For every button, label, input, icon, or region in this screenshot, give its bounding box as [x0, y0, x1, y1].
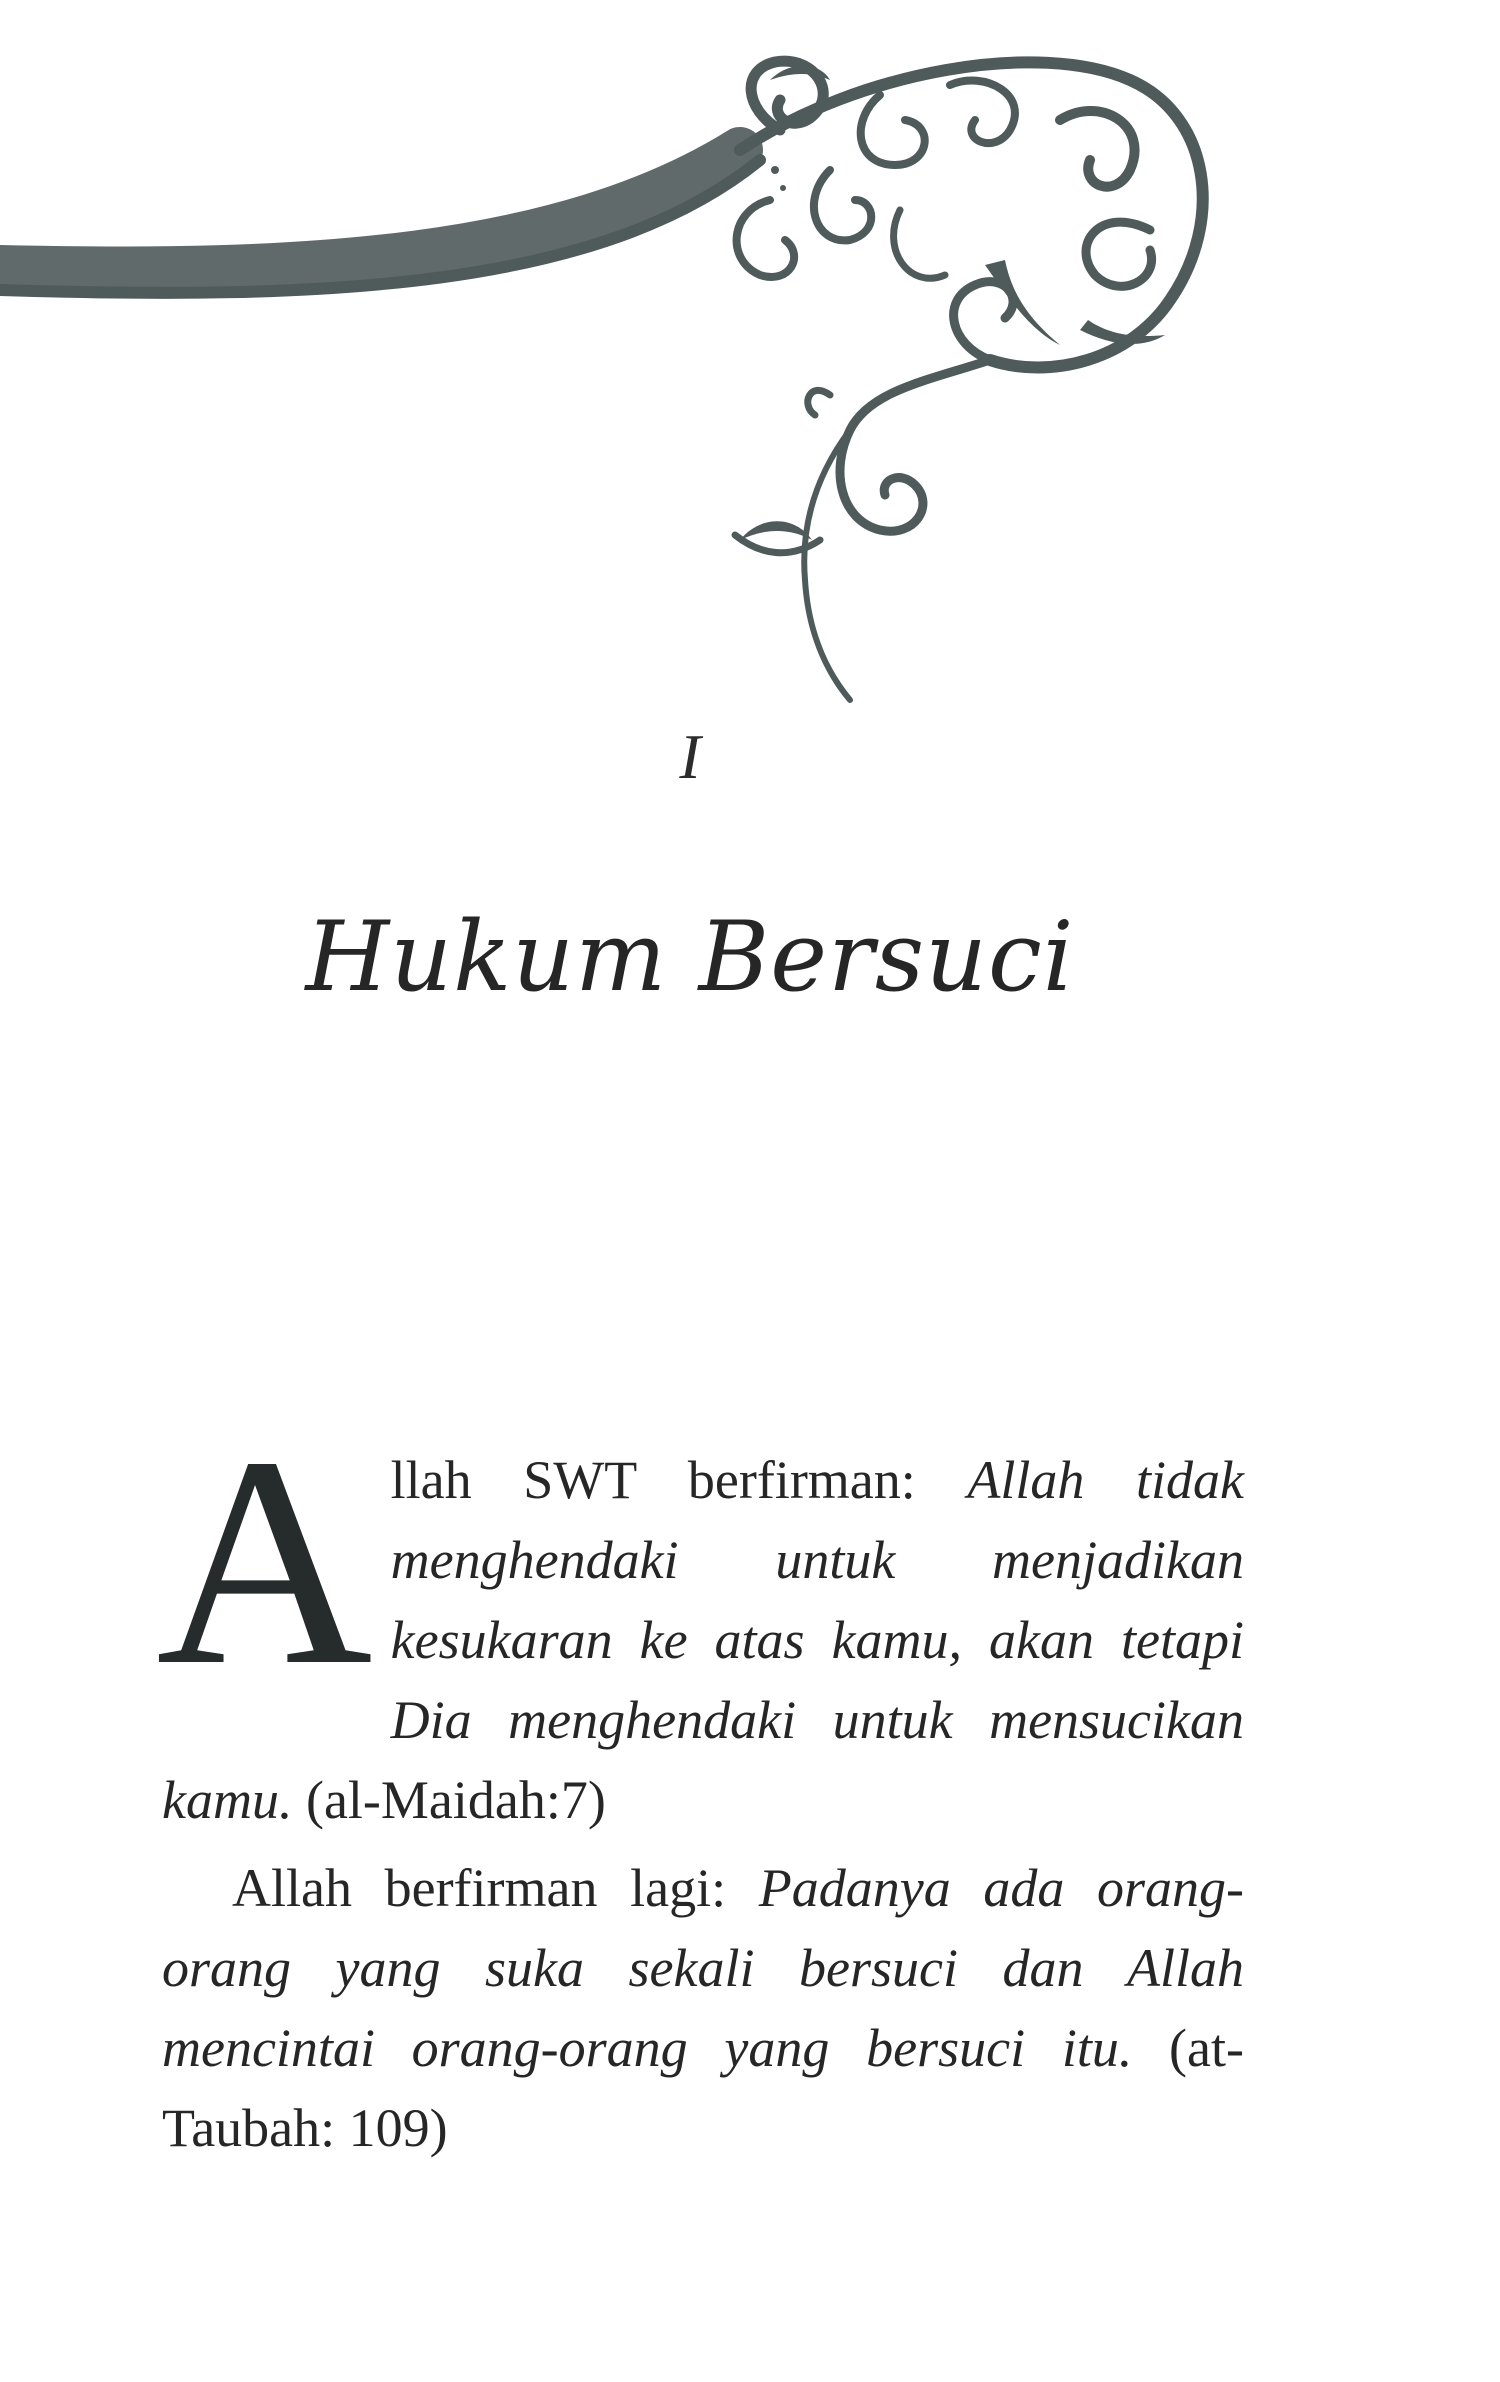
chapter-number: I [679, 721, 701, 792]
chapter-body [156, 1395, 1244, 2168]
paragraph-1-reference: (al-Maidah:7) [292, 1770, 606, 1830]
paragraph-2-reference: (at-Taubah: 109) [162, 2018, 1244, 2158]
paragraph-1-lead: llah SWT berfirman: [390, 1450, 968, 1510]
floral-ornament [0, 0, 1500, 720]
paragraph-1-quote: Allah tidak menghendaki untuk menjadikan kesukaran ke atas kamu, akan tetapi Dia menghendaki untuk mensucikan kamu. [162, 1450, 1244, 1830]
paragraph-2 [162, 1848, 1244, 2168]
paragraph-1 [156, 1395, 1244, 1840]
drop-cap: A [156, 1395, 373, 1727]
paragraph-2-quote: Padanya ada orang-orang yang suka sekali bersuci dan Allah mencintai orang-orang yang bersuci itu. [162, 1858, 1244, 2078]
paragraph-2-lead: Allah berfirman lagi: [232, 1858, 759, 1918]
chapter-title: Hukum Bersuci [305, 901, 1075, 1013]
